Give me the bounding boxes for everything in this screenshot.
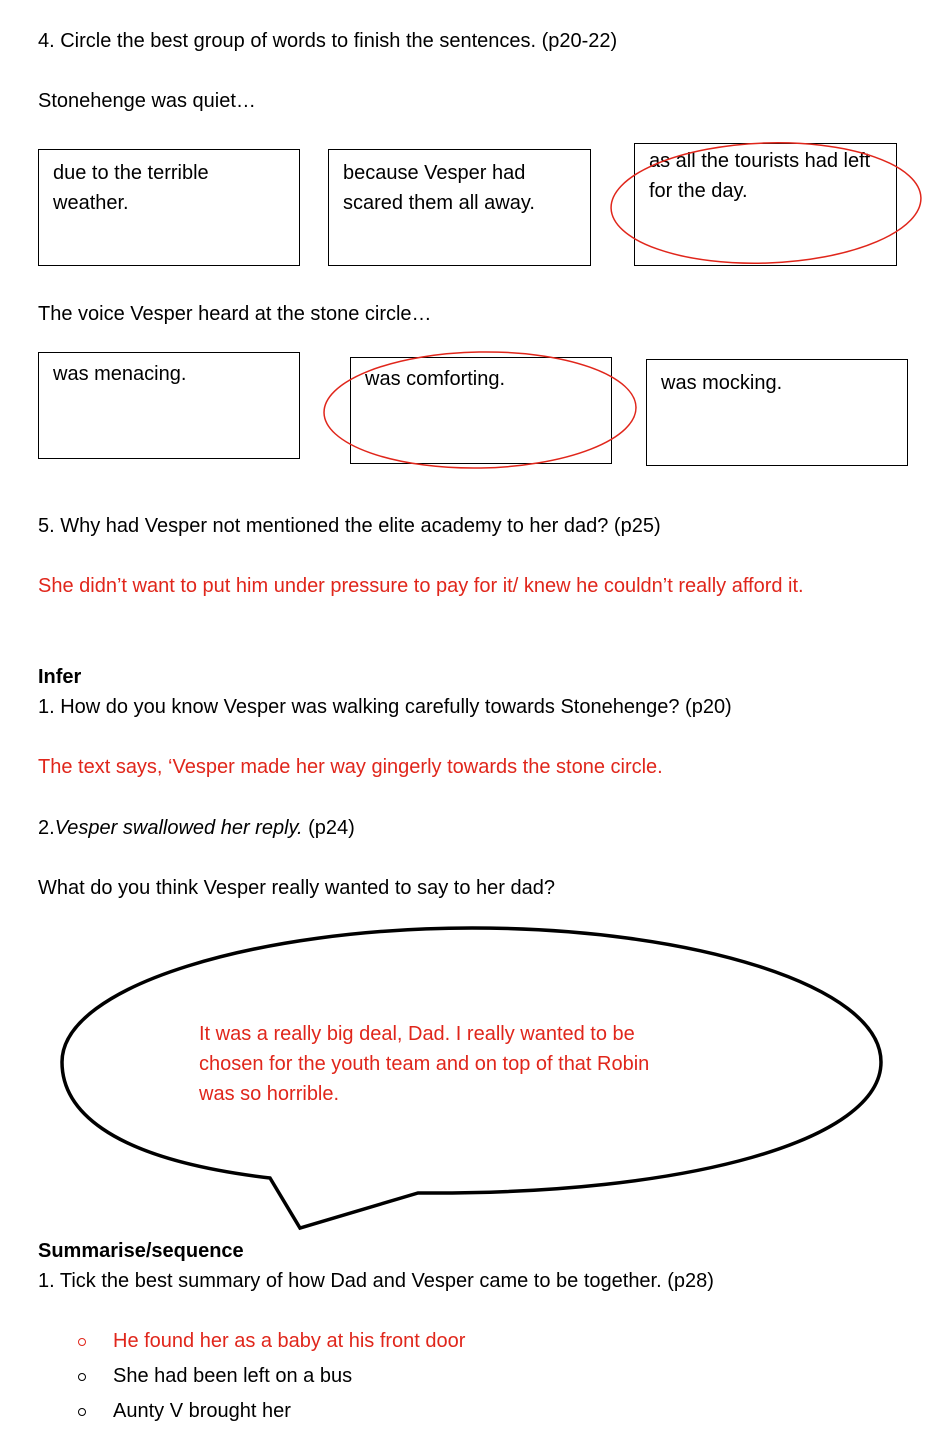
infer-q2-number: 2. [38,817,55,839]
summary-option-2[interactable]: She had been left on a bus [113,1365,353,1387]
q4-prompt-2: The voice Vesper heard at the stone circle… [38,303,432,325]
q5-heading: 5. Why had Vesper not mentioned the elite academy to her dad? (p25) [38,515,661,537]
option-text: because Vesper had scared them all away. [343,162,535,214]
option-text: due to the terrible weather. [53,162,209,214]
q4-heading: 4. Circle the best group of words to finish the sentences. (p20-22) [38,30,618,52]
option-text: as all the tourists had left for the day. [649,150,871,202]
summarise-title: Summarise/sequence [38,1240,244,1262]
bullet-icon [78,1373,86,1381]
infer-q1: 1. How do you know Vesper was walking carefully towards Stonehenge? (p20) [38,696,732,718]
infer-q2-prompt: What do you think Vesper really wanted to say to her dad? [38,877,555,899]
summary-option-3[interactable]: Aunty V brought her [113,1400,291,1422]
bullet-icon [78,1408,86,1416]
summary-option-1[interactable]: He found her as a baby at his front door [113,1330,466,1352]
speech-line: It was a really big deal, Dad. I really wanted to be [199,1023,635,1045]
infer-title: Infer [38,666,82,688]
speech-bubble-text [199,1019,759,1109]
infer-a1: The text says, ‘Vesper made her way gingerly towards the stone circle. [38,756,663,778]
option-text: was comforting. [365,368,506,390]
infer-q2-quote: Vesper swallowed her reply. [54,817,303,839]
option-text: was menacing. [53,363,187,385]
bullet-icon [78,1338,86,1346]
infer-q2-page: (p24) [302,817,355,839]
q4-prompt-1: Stonehenge was quiet… [38,90,256,112]
q5-answer: She didn’t want to put him under pressure to pay for it/ knew he couldn’t really afford it. [38,575,804,597]
speech-line: was so horrible. [199,1083,340,1105]
option-text: was mocking. [661,372,783,394]
speech-line: chosen for the youth team and on top of that Robin [199,1053,650,1075]
summarise-q1: 1. Tick the best summary of how Dad and Vesper came to be together. (p28) [38,1270,714,1292]
